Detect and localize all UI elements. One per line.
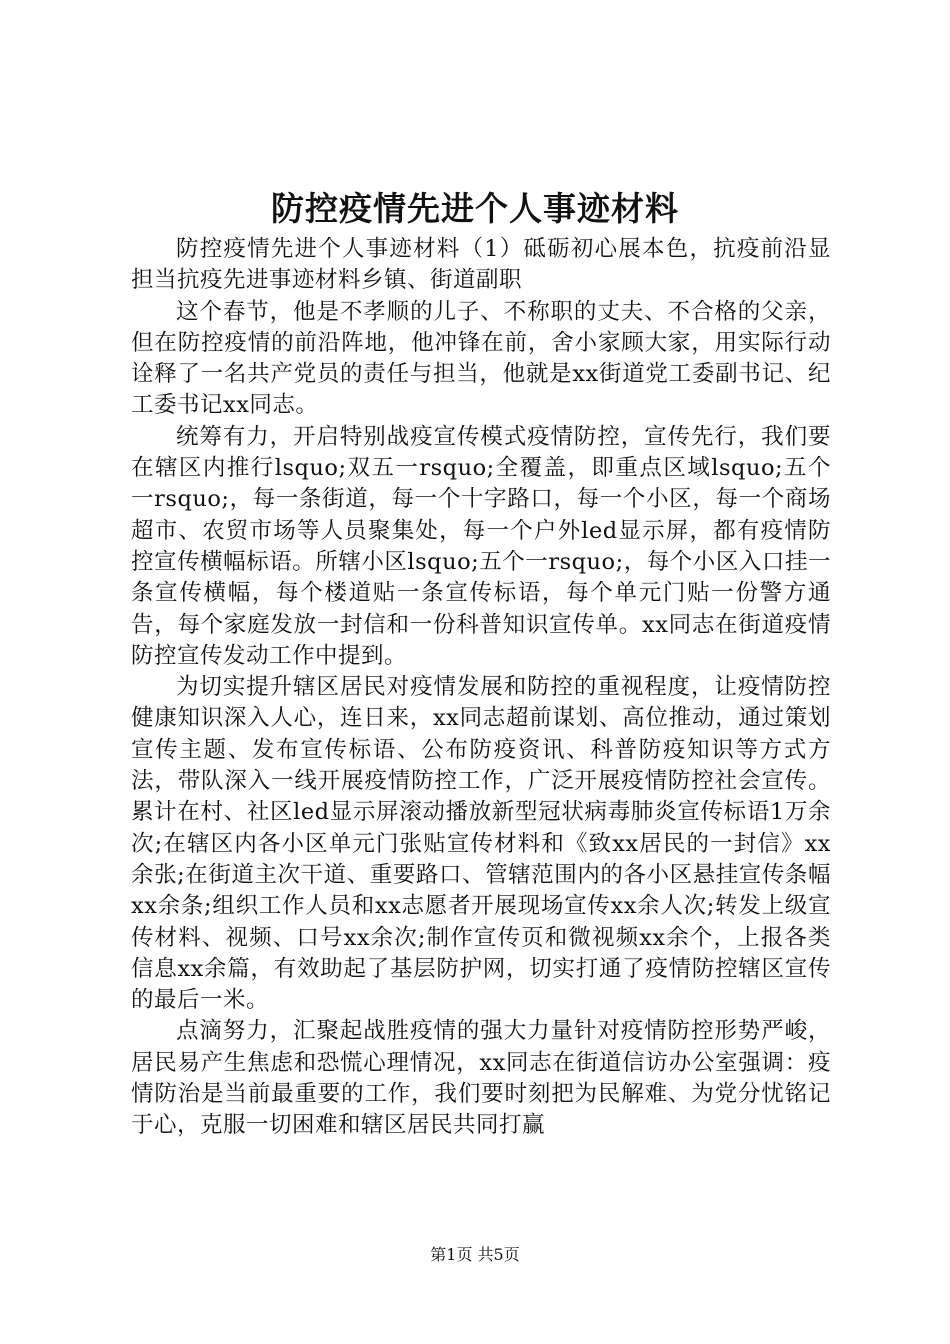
paragraph: 防控疫情先进个人事迹材料（1）砥砺初心展本色，抗疫前沿显担当抗疫先进事迹材料乡镇、街道副职 [131,236,831,294]
paragraph: 点滴努力，汇聚起战胜疫情的强大力量针对疫情防控形势严峻，居民易产生焦虑和恐慌心理情况，xx同志在街道信访办公室强调：疫情防治是当前最重要的工作，我们要时刻把为民解难、为党分忧铭记于心，克服一切困难和辖区居民共同打赢 [131,1018,831,1139]
paragraph: 这个春节，他是不孝顺的儿子、不称职的丈夫、不合格的父亲，但在防控疫情的前沿阵地，他冲锋在前，舍小家顾大家，用实际行动诠释了一名共产党员的责任与担当，他就是xx街道党工委副书记、纪工委书记xx同志。 [131,298,831,419]
document-title: 防控疫情先进个人事迹材料 [271,189,679,228]
paragraph: 统筹有力，开启特别战疫宣传模式疫情防控，宣传先行，我们要在辖区内推行lsquo;双五一rsquo;全覆盖，即重点区域lsquo;五个一rsquo;，每一条街道，每一个十字路口，每一个小区，每一个商场超市、农贸市场等人员聚集处，每一个户外led显示屏，都有疫情防控宣传横幅标语。所辖小区lsquo;五个一rsquo;，每个小区入口挂一条宣传横幅，每个楼道贴一条宣传标语，每个单元门贴一份警方通告，每个家庭发放一封信和一份科普知识宣传单。xx同志在街道疫情防控宣传发动工作中提到。 [131,423,831,669]
document-body [131,234,831,1142]
page-footer: 第1页 共5页 [430,1245,520,1264]
paragraph: 为切实提升辖区居民对疫情发展和防控的重视程度，让疫情防控健康知识深入人心，连日来，xx同志超前谋划、高位推动，通过策划宣传主题、发布宣传标语、公布防疫资讯、科普防疫知识等方式方法，带队深入一线开展疫情防控工作，广泛开展疫情防控社会宣传。累计在村、社区led显示屏滚动播放新型冠状病毒肺炎宣传标语1万余次;在辖区内各小区单元门张贴宣传材料和《致xx居民的一封信》xx余张;在街道主次干道、重要路口、管辖范围内的各小区悬挂宣传条幅xx余条;组织工作人员和xx志愿者开展现场宣传xx余人次;转发上级宣传材料、视频、口号xx余次;制作宣传页和微视频xx余个，上报各类信息xx余篇，有效助起了基层防护网，切实打通了疫情防控辖区宣传的最后一米。 [131,674,831,1014]
